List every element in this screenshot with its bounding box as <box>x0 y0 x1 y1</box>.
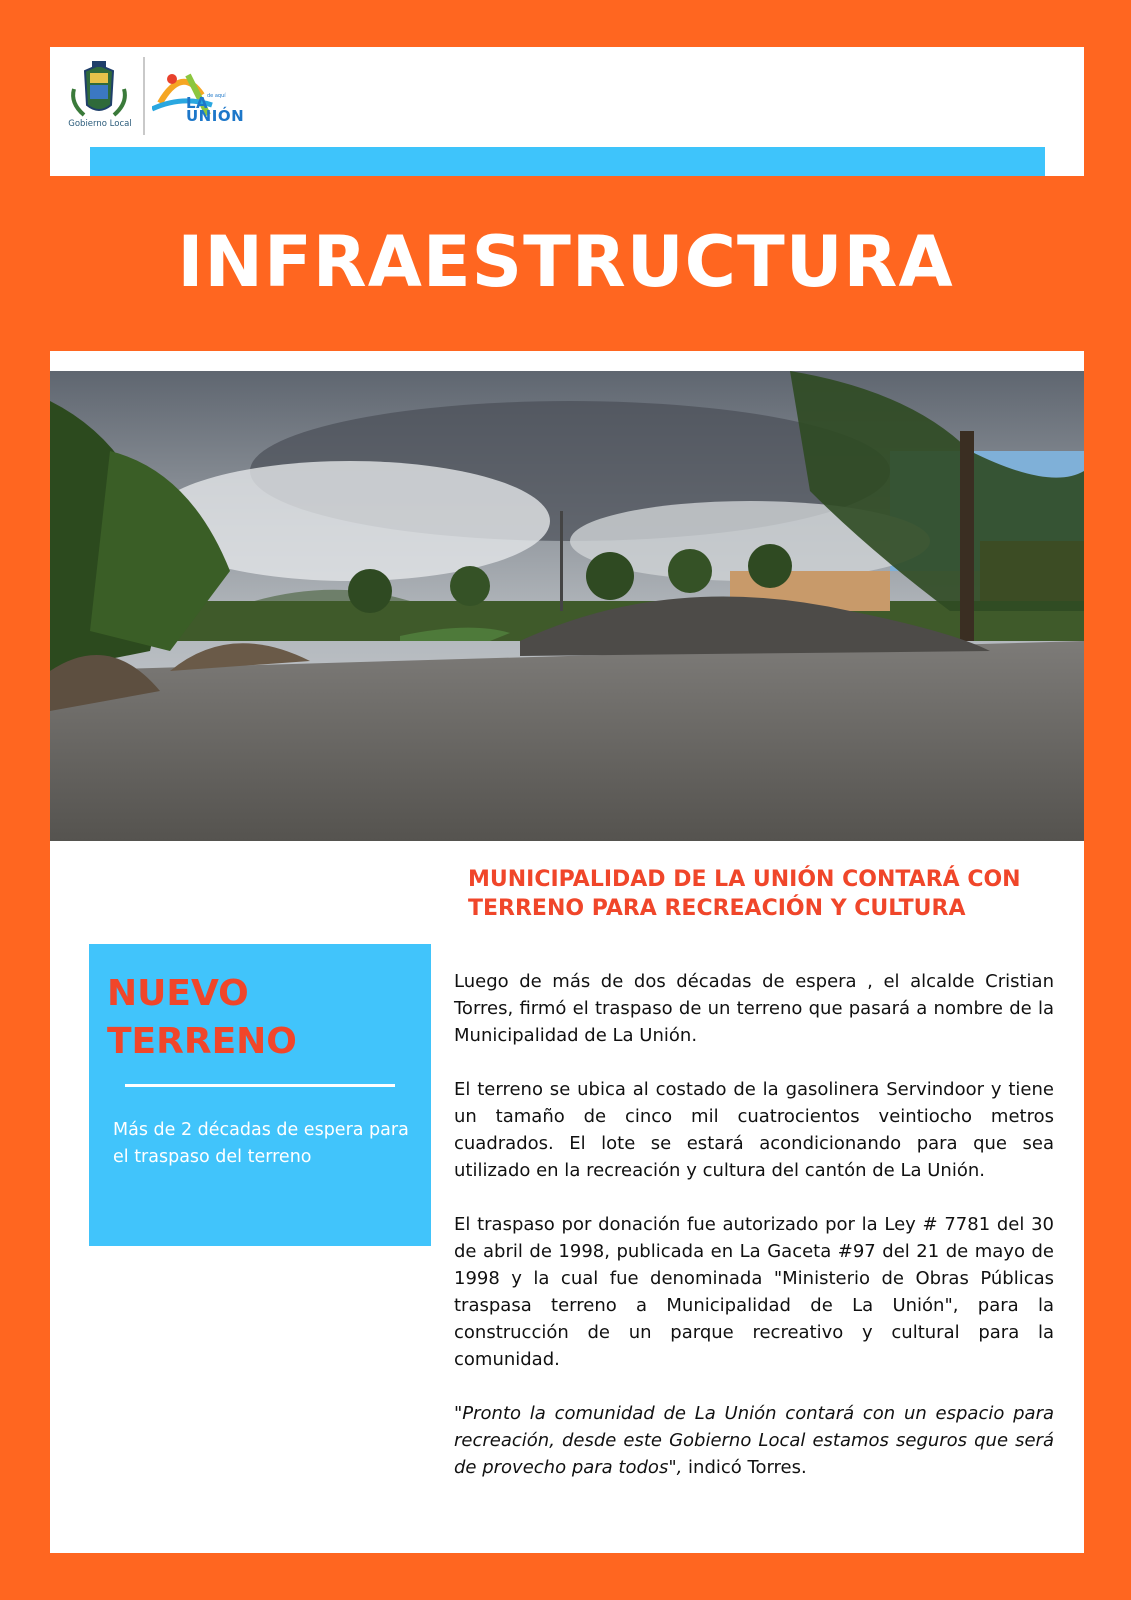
quote-attribution: indicó Torres. <box>682 1457 807 1478</box>
highlight-title <box>107 970 407 1066</box>
logo-tagline: de aquí <box>207 93 226 99</box>
highlight-box <box>89 944 431 1246</box>
article-quote <box>454 1400 1054 1481</box>
article-body <box>454 968 1054 1508</box>
article-paragraph: Luego de más de dos décadas de espera , el alcalde Cristian Torres, firmó el traspaso de un terreno que pasará a nombre de la Municipalidad de La Unión. <box>454 971 1054 1046</box>
highlight-title-line2: TERRENO <box>107 1021 297 1062</box>
highlight-divider <box>125 1084 395 1087</box>
header-accent-bar <box>90 147 1045 176</box>
article-headline: MUNICIPALIDAD DE LA UNIÓN CONTARÁ CON TERRENO PARA RECREACIÓN Y CULTURA <box>468 867 1021 921</box>
article-paragraph: El terreno se ubica al costado de la gasolinera Servindoor y tiene un tamaño de cinco mil cuatrocientos veintiocho metros cuadrados. El lote se estará acondicionando para que sea utilizado en la recreación y cultura del cantón de La Unión. <box>454 1079 1054 1181</box>
logo-line2: UNIÓN <box>186 107 245 125</box>
highlight-title-line1: NUEVO <box>107 973 249 1014</box>
logo-line1: LA <box>186 94 209 112</box>
logo-divider <box>143 57 145 135</box>
header <box>50 47 1084 176</box>
section-title: INFRAESTRUCTURA <box>177 221 954 303</box>
article-paragraph: El traspaso por donación fue autorizado por la Ley # 7781 del 30 de abril de 1998, publicada en La Gaceta #97 del 21 de mayo de 1998 y la cual fue denominada "Ministerio de Obras Públicas traspasa terreno a Municipalidad de La Unión", para la construcción de un parque recreativo y cultural para la comunidad. <box>454 1214 1054 1370</box>
seal-caption: Gobierno Local <box>68 119 132 129</box>
content-panel <box>50 351 1084 1553</box>
highlight-text: Más de 2 décadas de espera para el traspaso del terreno <box>113 1120 409 1167</box>
terrain-photo <box>50 371 1084 841</box>
quote-text: "Pronto la comunidad de La Unión contará con un espacio para recreación, desde este Gobierno Local estamos seguros que será de provecho para todos", <box>454 1403 1054 1478</box>
terrain-photo-illustration <box>50 371 1084 841</box>
